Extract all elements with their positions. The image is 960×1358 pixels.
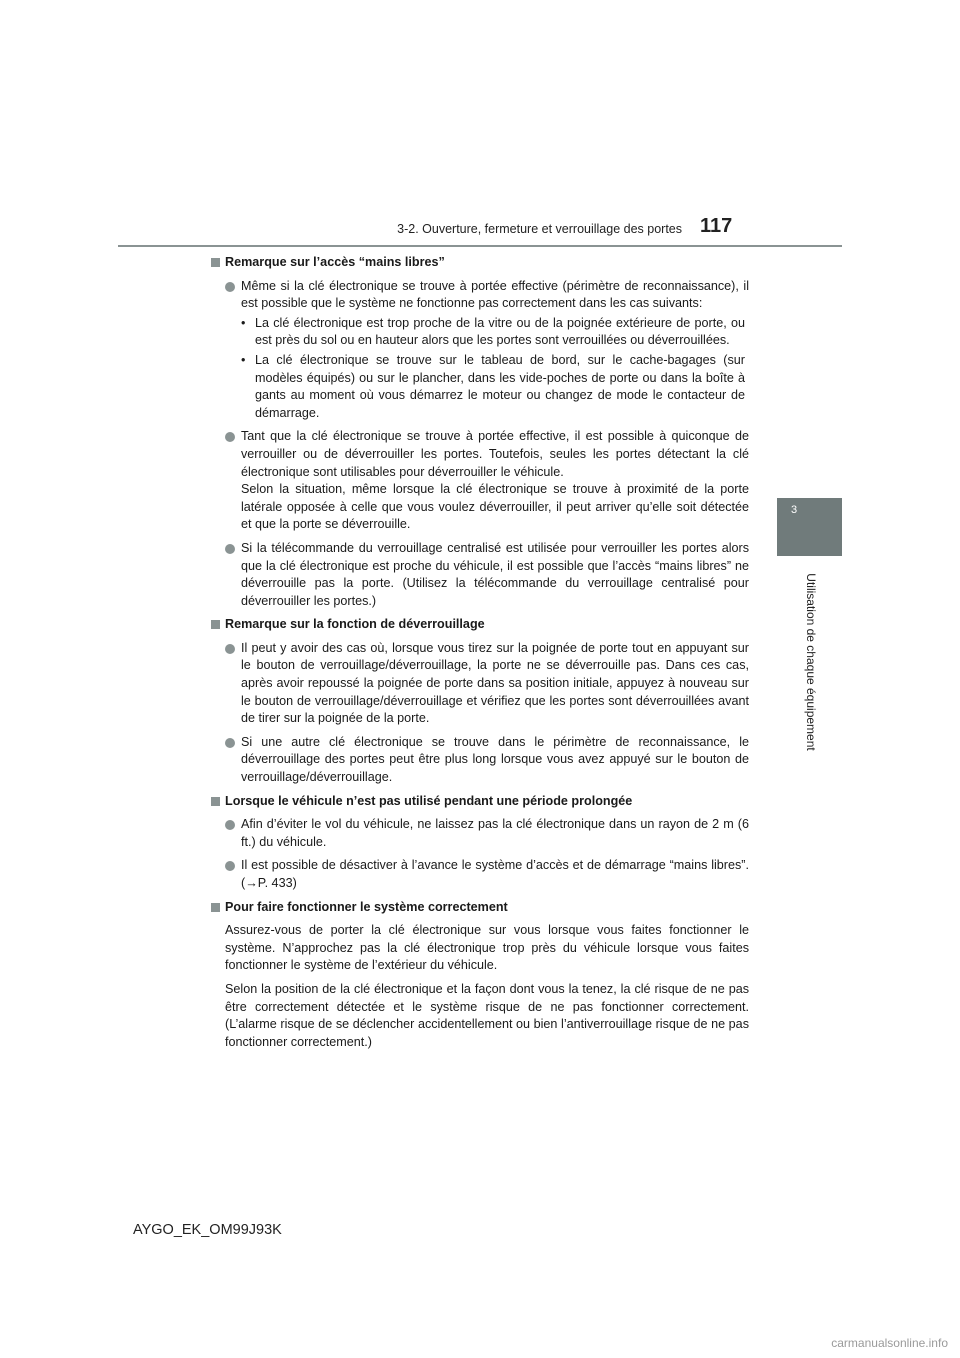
bullet-item: Tant que la clé électronique se trouve à portée effective, il est possible à quiconque de verrouiller ou de déverrouiller les portes. Toutefois, seules les portes détectant la clé électronique sont utilisables pour déverrouiller le véhicule. Selon la situation, même lorsque la clé électronique se trouve à proximité de la porte latérale opposée à celle que vous voulez déverrouiller, il peut arriver qu’elle soit détectée et que la porte se déverrouille. [225, 428, 749, 534]
sub-bullet-marker: • [241, 315, 246, 330]
body-paragraph: Assurez-vous de porter la clé électronique sur vous lorsque vous faites fonctionner le système. N’approchez pas la clé électronique trop près du véhicule lorsque vous faites fonctionner le système de l’extérieur du véhicule. [225, 923, 749, 973]
bullet-item: Si la télécommande du verrouillage centralisé est utilisée pour verrouiller les portes alors que la clé électronique est proche du véhicule, il est possible que l’accès “mains libres” ne déverrouille pas la porte. (Utilisez la télécommande du verrouillage centralisé pour déverrouiller les portes.) [225, 540, 749, 610]
sub-bullet-marker: • [241, 352, 246, 367]
section-heading: Remarque sur la fonction de déverrouillage [211, 616, 749, 634]
chapter-title-vertical [804, 566, 818, 758]
page-content [211, 254, 749, 1057]
page-number: 117 [700, 215, 733, 237]
square-bullet-icon [211, 797, 220, 806]
bullet-item: Si une autre clé électronique se trouve dans le périmètre de reconnaissance, le déverrouillage des portes peut être plus long lorsque vous avez appuyé sur le bouton de verrouillage/déverrouillage. [225, 734, 749, 787]
sub-bullet-item: • La clé électronique est trop proche de la vitre ou de la poignée extérieure de porte, ou est près du sol ou en hauteur alors que les portes sont verrouillées ou déverrouillées. [241, 315, 745, 348]
round-bullet-icon [225, 738, 235, 748]
watermark: carmanualsonline.info [831, 1336, 948, 1350]
sub-bullet-item: • La clé électronique se trouve sur le tableau de bord, sur le cache-bagages (sur modèles équipés) ou sur le plancher, dans les vide-poches de porte ou dans la boîte à gants au moment où vous démarrez le moteur ou changez de mode le contacteur de démarrage. [241, 352, 745, 420]
bullet-item: Afin d’éviter le vol du véhicule, ne laissez pas la clé électronique dans un rayon de 2 m (6 ft.) du véhicule. [225, 816, 749, 851]
chapter-number: 3 [791, 504, 798, 516]
bullet-item: Même si la clé électronique se trouve à portée effective (périmètre de reconnaissance), il est possible que le système ne fonctionne pas correctement dans les cas suivants: • La clé électronique est trop proche de la vitre ou de la poignée extérieure de porte, ou est près du sol ou en hauteur alors que les portes sont verrouillées ou déverrouillées. • La clé électronique se trouve sur le tableau de bord, sur le cache-bagages (sur modèles équipés) ou sur le plancher, dans les vide-poches de porte ou dans la boîte à gants au moment où vous démarrez le moteur ou changez de mode le contacteur de démarrage. [225, 278, 749, 423]
section-heading: Remarque sur l’accès “mains libres” [211, 254, 749, 272]
round-bullet-icon [225, 644, 235, 654]
bullet-item: Il peut y avoir des cas où, lorsque vous tirez sur la poignée de porte tout en appuyant sur le bouton de verrouillage/déverrouillage, la porte ne se déverrouille pas. Dans ces cas, après avoir repoussé la poignée de porte dans sa position initiale, appuyez à nouveau sur le bouton de verrouillage/déverrouillage et vérifiez que les portes sont déverrouillées avant de tirer sur la poignée de la porte. [225, 640, 749, 728]
round-bullet-icon [225, 544, 235, 554]
square-bullet-icon [211, 258, 220, 267]
square-bullet-icon [211, 620, 220, 629]
bullet-item [225, 857, 749, 892]
body-paragraph: Selon la position de la clé électronique et la façon dont vous la tenez, la clé risque de ne pas être correctement détectée et le système risque de ne pas fonctionner correctement. (L’alarme risque de se déclencher accidentellement ou bien l’antiverrouillage risque de ne pas fonctionner correctement.) [225, 981, 749, 1049]
round-bullet-icon [225, 432, 235, 442]
chapter-title: Utilisation de chaque équipement [804, 573, 818, 751]
section-heading: Lorsque le véhicule n’est pas utilisé pendant une période prolongée [211, 793, 749, 811]
round-bullet-icon [225, 820, 235, 830]
header-rule [118, 245, 842, 247]
square-bullet-icon [211, 903, 220, 912]
round-bullet-icon [225, 861, 235, 871]
round-bullet-icon [225, 282, 235, 292]
chapter-tab [777, 498, 842, 556]
section-heading: Pour faire fonctionner le système correctement [211, 899, 749, 917]
running-header-section: 3-2. Ouverture, fermeture et verrouillage des portes [397, 222, 682, 236]
page-reference-text: Il est possible de désactiver à l’avance le système d’accès et de démarrage “mains libres”. (→P. 433) [241, 858, 749, 890]
document-code: AYGO_EK_OM99J93K [133, 1222, 282, 1238]
